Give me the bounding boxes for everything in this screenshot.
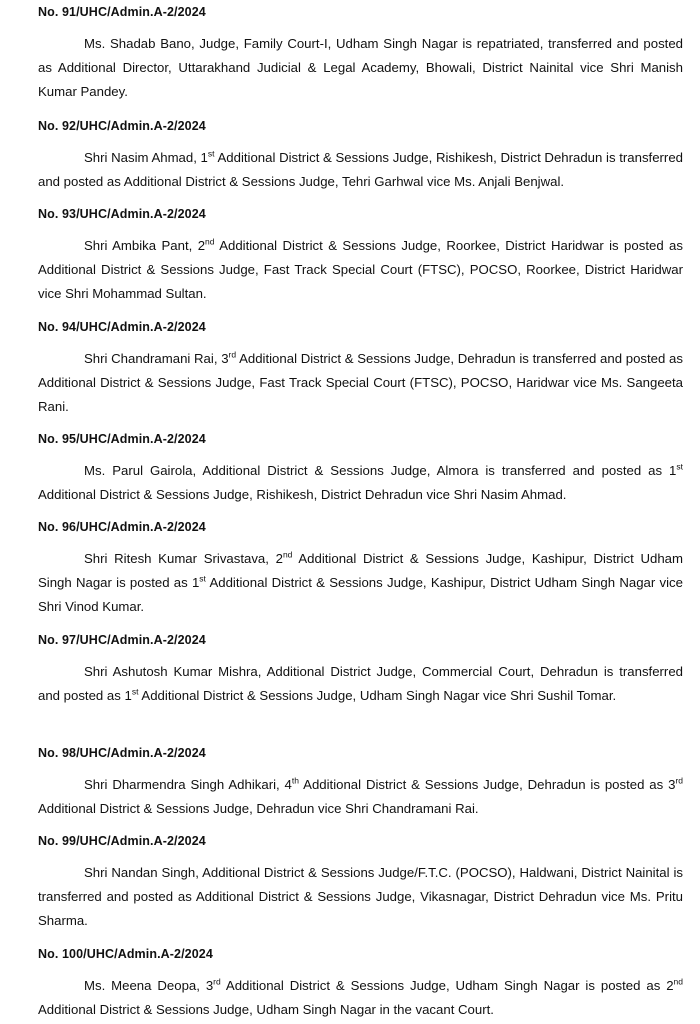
ordinal-suffix: th <box>291 775 299 786</box>
order-entry-96 <box>38 520 683 619</box>
order-text-segment: Additional District & Sessions Judge, Udham Singh Nagar in the vacant Court. <box>38 1002 494 1017</box>
order-text <box>38 459 683 507</box>
order-number: No. 98/UHC/Admin.A-2/2024 <box>38 746 206 760</box>
order-text <box>38 347 683 419</box>
order-text <box>38 660 683 708</box>
order-text-segment: Additional District & Sessions Judge, Kashipur, District Udham Singh Nagar is posted as 1 <box>38 551 683 590</box>
order-entry-91 <box>38 5 683 104</box>
order-number: No. 100/UHC/Admin.A-2/2024 <box>38 947 213 961</box>
order-number: No. 93/UHC/Admin.A-2/2024 <box>38 207 206 221</box>
order-text-segment: Ms. Meena Deopa, 3 <box>84 978 214 993</box>
order-text-segment: Additional District & Sessions Judge, Udham Singh Nagar is posted as 2 <box>220 978 674 993</box>
order-text-segment: Ms. Shadab Bano, Judge, Family Court-I, Udham Singh Nagar is repatriated, transferred and posted as Additional Director, Uttarakhand Judicial & Legal Academy, Bhowali, District Nainital vice Shri Manish Kumar Pandey. <box>38 36 683 99</box>
order-number: No. 94/UHC/Admin.A-2/2024 <box>38 320 206 334</box>
order-entry-100 <box>38 947 683 1022</box>
order-number: No. 97/UHC/Admin.A-2/2024 <box>38 633 206 647</box>
ordinal-suffix: rd <box>228 349 237 360</box>
order-text <box>38 234 683 306</box>
order-text-segment: Shri Nasim Ahmad, 1 <box>84 150 208 165</box>
order-text <box>38 773 683 821</box>
order-text-segment: Additional District & Sessions Judge, Dehradun is transferred and posted as Additional District & Sessions Judge, Fast Track Special Court (FTSC), POCSO, Haridwar vice Ms. Sangeeta Rani. <box>38 351 683 414</box>
ordinal-suffix: rd <box>213 976 221 987</box>
order-text-segment: Ms. Parul Gairola, Additional District & Sessions Judge, Almora is transferred and posted as 1 <box>84 463 677 478</box>
order-text-segment: Additional District & Sessions Judge, Dehradun vice Shri Chandramani Rai. <box>38 801 479 816</box>
ordinal-suffix: st <box>207 148 215 159</box>
order-text <box>38 547 683 619</box>
order-text <box>38 146 683 194</box>
order-text-segment: Shri Nandan Singh, Additional District & Sessions Judge/F.T.C. (POCSO), Haldwani, District Nainital is transferred and posted as Additional District & Sessions Judge, Vikasnagar, District Dehradun vice Ms. Pritu Sharma. <box>38 865 683 928</box>
order-text-segment: Shri Dharmendra Singh Adhikari, 4 <box>84 777 292 792</box>
order-entry-95 <box>38 432 683 507</box>
ordinal-suffix: st <box>199 573 206 584</box>
order-entry-94 <box>38 320 683 419</box>
order-text-segment: Shri Ambika Pant, 2 <box>84 238 206 253</box>
order-entry-99 <box>38 834 683 933</box>
order-text-segment: Additional District & Sessions Judge, Dehradun is posted as 3 <box>299 777 676 792</box>
ordinal-suffix: st <box>676 461 683 472</box>
order-text <box>38 32 683 104</box>
order-text <box>38 974 683 1022</box>
ordinal-suffix: rd <box>675 775 683 786</box>
order-text-segment: Shri Ritesh Kumar Srivastava, 2 <box>84 551 283 566</box>
order-number: No. 95/UHC/Admin.A-2/2024 <box>38 432 206 446</box>
order-number: No. 96/UHC/Admin.A-2/2024 <box>38 520 206 534</box>
order-text <box>38 861 683 933</box>
ordinal-suffix: nd <box>282 549 293 560</box>
ordinal-suffix: nd <box>205 236 215 247</box>
order-text-segment: Shri Chandramani Rai, 3 <box>84 351 229 366</box>
order-text-segment: Additional District & Sessions Judge, Rishikesh, District Dehradun is transferred and posted as Additional District & Sessions Judge, Tehri Garhwal vice Ms. Anjali Benjwal. <box>38 150 683 189</box>
order-text-segment: Additional District & Sessions Judge, Kashipur, District Udham Singh Nagar vice Shri Vinod Kumar. <box>38 575 683 614</box>
order-entry-98 <box>38 746 683 821</box>
ordinal-suffix: nd <box>673 976 684 987</box>
order-text-segment: Shri Ashutosh Kumar Mishra, Additional District Judge, Commercial Court, Dehradun is transferred and posted as 1 <box>38 664 683 703</box>
order-number: No. 99/UHC/Admin.A-2/2024 <box>38 834 206 848</box>
order-number: No. 92/UHC/Admin.A-2/2024 <box>38 119 206 133</box>
order-text-segment: Additional District & Sessions Judge, Udham Singh Nagar vice Shri Sushil Tomar. <box>138 688 617 703</box>
order-entry-92 <box>38 119 683 194</box>
order-entry-93 <box>38 207 683 306</box>
order-text-segment: Additional District & Sessions Judge, Roorkee, District Haridwar is posted as Additional District & Sessions Judge, Fast Track Special Court (FTSC), POCSO, Roorkee, District Haridwar vice Shri Mohammad Sultan. <box>38 238 683 301</box>
ordinal-suffix: st <box>131 686 139 697</box>
order-entry-97 <box>38 633 683 708</box>
order-number: No. 91/UHC/Admin.A-2/2024 <box>38 5 206 19</box>
order-text-segment: Additional District & Sessions Judge, Rishikesh, District Dehradun vice Shri Nasim Ahmad. <box>38 487 567 502</box>
